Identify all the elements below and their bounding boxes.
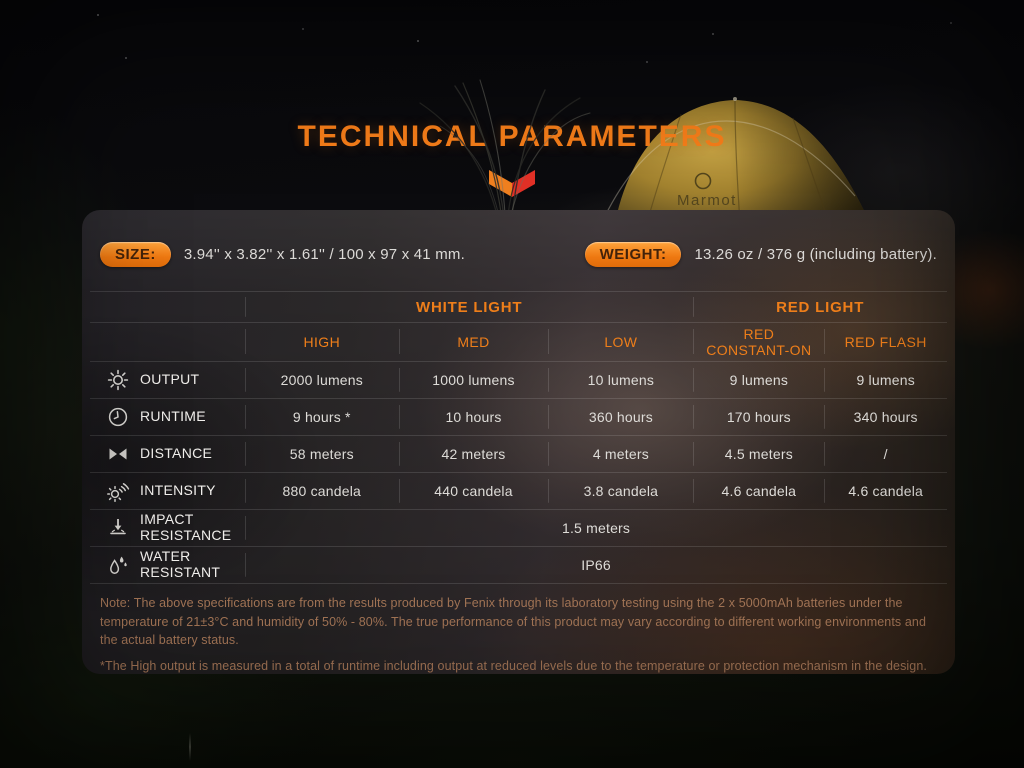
weight-value: 13.26 oz / 376 g (including battery).: [694, 245, 937, 263]
page-title: TECHNICAL PARAMETERS: [297, 120, 727, 153]
value-cell: 1000 lumens: [399, 362, 549, 399]
value-cell: 9 hours *: [245, 399, 398, 436]
row-label-impact-resistance: IMPACT RESISTANCE: [90, 512, 245, 543]
intensity-icon: [105, 479, 131, 503]
value-cell: 10 hours: [399, 399, 549, 436]
distance-icon: [105, 442, 131, 466]
row-label-runtime: RUNTIME: [90, 405, 245, 429]
column-header-red-constant-on: RED CONSTANT-ON: [693, 323, 824, 362]
value-cell: 880 candela: [245, 473, 398, 510]
table-group-header-row: [90, 292, 947, 323]
weight-group: [585, 242, 937, 267]
table-row-water-resistant: [90, 547, 947, 584]
impact-icon: [105, 516, 131, 540]
clock-icon: [105, 405, 131, 429]
row-label-distance: DISTANCE: [90, 442, 245, 466]
sun-icon: [105, 368, 131, 392]
spec-table: [90, 291, 947, 584]
table-row-intensity: [90, 473, 947, 510]
table-row-output: [90, 362, 947, 399]
row-label-intensity: INTENSITY: [90, 479, 245, 503]
weight-badge: WEIGHT:: [585, 242, 682, 267]
tent-photo-background: [585, 88, 925, 223]
value-cell: /: [824, 436, 947, 473]
stars: [0, 0, 2, 2]
column-header-med: MED: [399, 323, 549, 362]
value-cell: 9 lumens: [693, 362, 824, 399]
value-cell-merged: IP66: [245, 547, 947, 584]
row-label-water-resistant: WATER RESISTANT: [90, 549, 245, 580]
value-cell: 58 meters: [245, 436, 398, 473]
size-value: 3.94'' x 3.82'' x 1.61'' / 100 x 97 x 41 mm.: [183, 245, 465, 263]
column-header-high: HIGH: [245, 323, 398, 362]
value-cell: 4.5 meters: [693, 436, 824, 473]
table-row-impact-resistance: [90, 510, 947, 547]
row-label-output: OUTPUT: [90, 368, 245, 392]
value-cell: 3.8 candela: [548, 473, 693, 510]
value-cell: 9 lumens: [824, 362, 947, 399]
value-cell: 42 meters: [399, 436, 549, 473]
spec-panel: [82, 210, 955, 674]
white-light-group-header: WHITE LIGHT: [245, 292, 693, 323]
value-cell: 170 hours: [693, 399, 824, 436]
note-text: Note: The above specifications are from the results produced by Fenix through its laboratory testing using the 2 x 5000mAh batteries under the temperature of 21±3°C and humidity of 50% - 80%. The true performance of this product may vary according to different working environments and the actual battery status.: [100, 596, 927, 647]
notes-section: [82, 584, 955, 674]
column-header-low: LOW: [548, 323, 693, 362]
table-row-runtime: [90, 399, 947, 436]
light-streak: [189, 733, 191, 761]
footnote-text: *The High output is measured in a total of runtime including output at reduced levels due to the temperature or protection mechanism in the design.: [100, 658, 927, 673]
value-cell: 4 meters: [548, 436, 693, 473]
size-group: [100, 242, 465, 267]
value-cell: 2000 lumens: [245, 362, 398, 399]
dimensions-row: [82, 240, 955, 268]
table-column-header-row: [90, 323, 947, 362]
size-badge: SIZE:: [100, 242, 171, 267]
value-cell: 340 hours: [824, 399, 947, 436]
value-cell: 360 hours: [548, 399, 693, 436]
red-light-group-header: RED LIGHT: [693, 292, 947, 323]
marmot-brand-text: Marmot: [677, 192, 737, 209]
value-cell: 4.6 candela: [824, 473, 947, 510]
value-cell: 10 lumens: [548, 362, 693, 399]
table-row-distance: [90, 436, 947, 473]
value-cell-merged: 1.5 meters: [245, 510, 947, 547]
column-header-red-flash: RED FLASH: [824, 323, 947, 362]
water-icon: [105, 553, 131, 577]
value-cell: 4.6 candela: [693, 473, 824, 510]
value-cell: 440 candela: [399, 473, 549, 510]
